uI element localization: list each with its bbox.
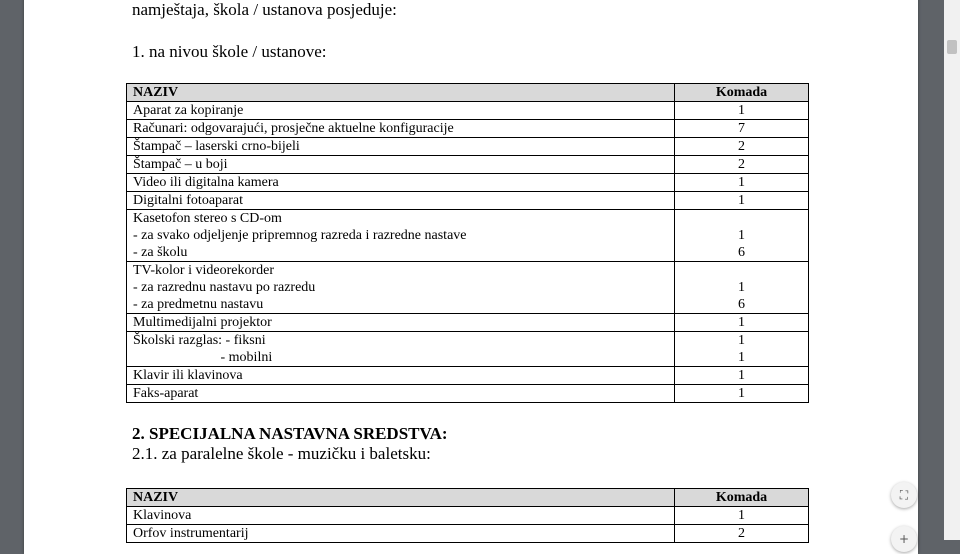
table-row bbox=[127, 314, 809, 332]
header-qty: Komada bbox=[675, 489, 809, 507]
section2-heading: 2. SPECIJALNA NASTAVNA SREDSTVA: bbox=[132, 424, 448, 443]
row-qty: 1 bbox=[675, 367, 809, 385]
row-name: Računari: odgovarajući, prosječne aktuelne konfiguracije bbox=[127, 120, 675, 138]
table-row bbox=[127, 192, 809, 210]
row-qty: 1 6 bbox=[675, 262, 809, 314]
row-name: Faks-aparat bbox=[127, 385, 675, 403]
scrollbar-thumb[interactable] bbox=[947, 40, 957, 54]
equipment-table-special bbox=[126, 488, 809, 543]
row-name: Klavir ili klavinova bbox=[127, 367, 675, 385]
vertical-scrollbar[interactable] bbox=[944, 0, 960, 540]
document-page bbox=[24, 0, 918, 554]
table-row bbox=[127, 138, 809, 156]
row-name: Orfov instrumentarij bbox=[127, 525, 675, 543]
section2-subtitle: 2.1. za paralelne škole - muzičku i baletsku: bbox=[132, 444, 431, 463]
table-row bbox=[127, 156, 809, 174]
row-qty: 1 bbox=[675, 385, 809, 403]
row-name: Digitalni fotoaparat bbox=[127, 192, 675, 210]
table-header-row bbox=[127, 84, 809, 102]
row-name: Štampač – laserski crno-bijeli bbox=[127, 138, 675, 156]
table-row bbox=[127, 385, 809, 403]
table2-body bbox=[127, 507, 809, 543]
row-qty: 7 bbox=[675, 120, 809, 138]
table-row bbox=[127, 210, 809, 262]
equipment-table-school bbox=[126, 83, 809, 403]
header-name: NAZIV bbox=[127, 489, 675, 507]
fit-to-page-icon: ⛶ bbox=[899, 487, 909, 502]
row-qty: 2 bbox=[675, 156, 809, 174]
table-row bbox=[127, 174, 809, 192]
row-name: Klavinova bbox=[127, 507, 675, 525]
row-qty: 1 6 bbox=[675, 210, 809, 262]
header-name: NAZIV bbox=[127, 84, 675, 102]
table-row bbox=[127, 102, 809, 120]
intro-text-line: namještaja, škola / ustanova posjeduje: bbox=[132, 0, 397, 19]
table1-body bbox=[127, 102, 809, 403]
row-qty: 1 bbox=[675, 192, 809, 210]
row-qty: 1 bbox=[675, 174, 809, 192]
row-qty: 1 1 bbox=[675, 332, 809, 367]
row-name: Štampač – u boji bbox=[127, 156, 675, 174]
table-row bbox=[127, 262, 809, 314]
row-qty: 1 bbox=[675, 507, 809, 525]
table-row bbox=[127, 507, 809, 525]
row-qty: 2 bbox=[675, 525, 809, 543]
row-name: Školski razglas: - fiksni - mobilni bbox=[127, 332, 675, 367]
table-header-row bbox=[127, 489, 809, 507]
header-qty: Komada bbox=[675, 84, 809, 102]
row-qty: 1 bbox=[675, 314, 809, 332]
fit-to-page-button[interactable] bbox=[891, 482, 917, 508]
table-row bbox=[127, 332, 809, 367]
row-qty: 2 bbox=[675, 138, 809, 156]
table-row bbox=[127, 367, 809, 385]
row-name: Kasetofon stereo s CD-om - za svako odjeljenje pripremnog razreda i razredne nastave - za školu bbox=[127, 210, 675, 262]
row-qty: 1 bbox=[675, 102, 809, 120]
section1-subtitle: 1. na nivou škole / ustanove: bbox=[132, 42, 327, 61]
row-name: Aparat za kopiranje bbox=[127, 102, 675, 120]
table-row bbox=[127, 120, 809, 138]
row-name: TV-kolor i videorekorder - za razrednu nastavu po razredu - za predmetnu nastavu bbox=[127, 262, 675, 314]
row-name: Multimedijalni projektor bbox=[127, 314, 675, 332]
zoom-in-icon: + bbox=[898, 532, 910, 546]
row-name: Video ili digitalna kamera bbox=[127, 174, 675, 192]
zoom-in-button[interactable] bbox=[891, 526, 917, 552]
